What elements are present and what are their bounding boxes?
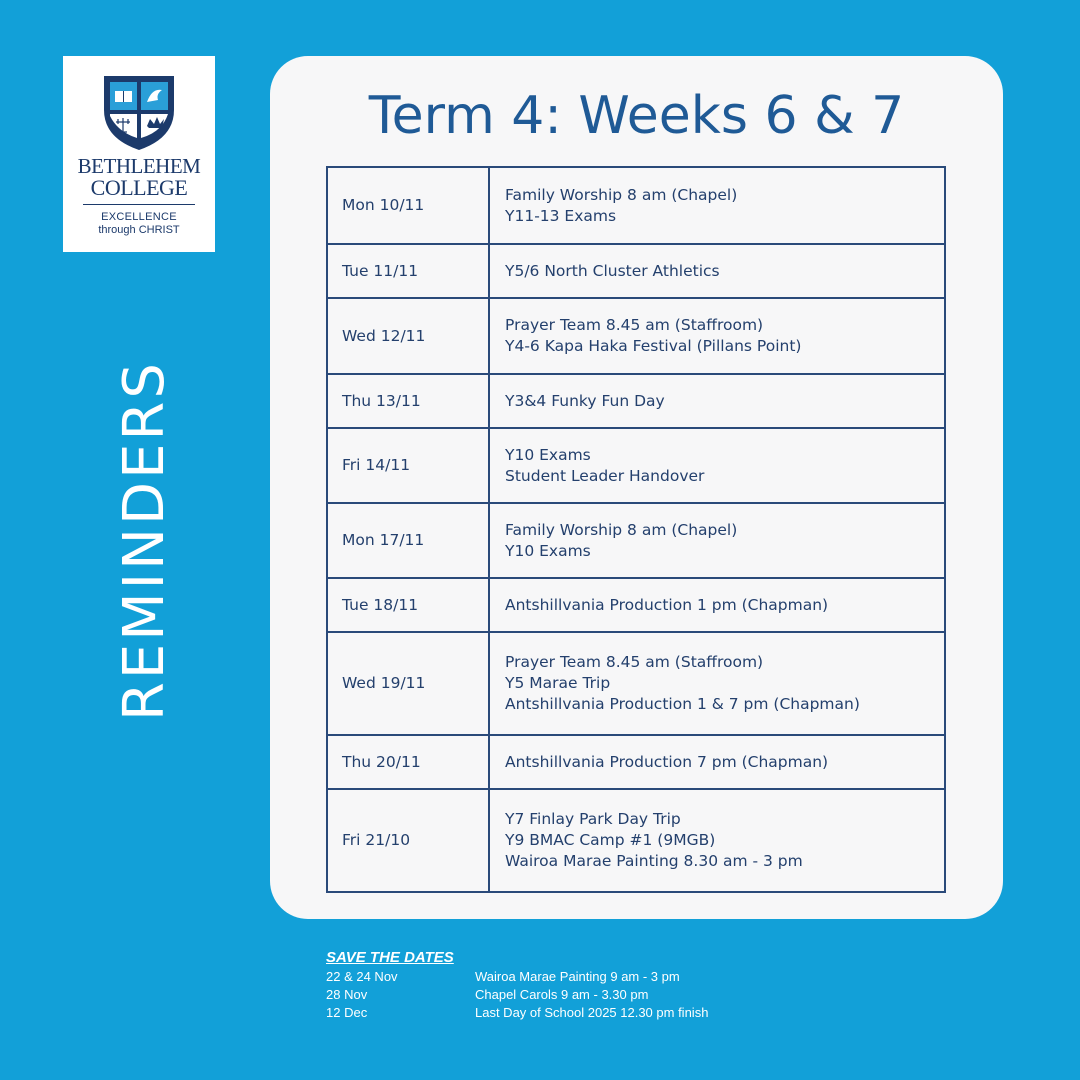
logo-divider <box>83 204 195 205</box>
table-row <box>327 578 945 632</box>
logo-tagline-line2: through CHRIST <box>98 224 180 236</box>
day-cell: Thu 13/11 <box>327 374 489 428</box>
events-cell <box>489 578 945 632</box>
event-item: Y5/6 North Cluster Athletics <box>505 261 720 280</box>
day-cell: Fri 21/10 <box>327 789 489 892</box>
event-item: Student Leader Handover <box>505 466 705 485</box>
table-row <box>327 789 945 892</box>
save-date: 22 & 24 Nov <box>326 969 398 984</box>
event-item: Family Worship 8 am (Chapel) <box>505 520 738 539</box>
table-row <box>327 167 945 244</box>
day-cell: Tue 18/11 <box>327 578 489 632</box>
event-item: Y11-13 Exams <box>505 206 617 225</box>
save-the-dates-heading: SAVE THE DATES <box>326 949 454 966</box>
schedule-table <box>326 166 946 893</box>
day-cell: Wed 12/11 <box>327 298 489 374</box>
save-event: Chapel Carols 9 am - 3.30 pm <box>475 987 649 1002</box>
event-item: Y5 Marae Trip <box>505 674 611 692</box>
day-cell: Mon 17/11 <box>327 503 489 578</box>
reminders-title-wrap <box>64 345 224 735</box>
college-logo <box>63 56 215 252</box>
table-row <box>327 244 945 298</box>
logo-name-line2: COLLEGE <box>90 175 188 200</box>
events-cell <box>489 789 945 892</box>
save-event: Wairoa Marae Painting 9 am - 3 pm <box>475 969 680 984</box>
event-item: Family Worship 8 am (Chapel) <box>505 185 738 204</box>
event-item: Y10 Exams <box>505 541 591 560</box>
day-cell: Wed 19/11 <box>327 632 489 735</box>
event-item: Y7 Finlay Park Day Trip <box>505 810 681 828</box>
events-cell <box>489 374 945 428</box>
table-row <box>327 374 945 428</box>
event-item: Prayer Team 8.45 am (Staffroom) <box>505 653 764 671</box>
table-row <box>327 735 945 789</box>
crest-icon <box>100 72 178 152</box>
events-cell <box>489 167 945 244</box>
table-row <box>327 503 945 578</box>
table-row <box>327 632 945 735</box>
list-item <box>326 1004 708 1022</box>
day-cell: Thu 20/11 <box>327 735 489 789</box>
event-item: Antshillvania Production 1 pm (Chapman) <box>505 595 829 614</box>
event-item: Y4-6 Kapa Haka Festival (Pillans Point) <box>505 337 802 355</box>
event-item: Y3&4 Funky Fun Day <box>505 391 665 410</box>
events-cell <box>489 632 945 735</box>
event-item: Antshillvania Production 7 pm (Chapman) <box>505 752 829 771</box>
save-event: Last Day of School 2025 12.30 pm finish <box>475 1005 709 1020</box>
events-cell <box>489 298 945 374</box>
table-row <box>327 428 945 503</box>
list-item <box>326 986 708 1004</box>
event-item: Wairoa Marae Painting 8.30 am - 3 pm <box>505 852 803 870</box>
reminders-title: REMINDERS <box>111 359 177 721</box>
table-row <box>327 298 945 374</box>
events-cell <box>489 244 945 298</box>
day-cell: Tue 11/11 <box>327 244 489 298</box>
day-cell: Fri 14/11 <box>327 428 489 503</box>
day-cell: Mon 10/11 <box>327 167 489 244</box>
event-item: Prayer Team 8.45 am (Staffroom) <box>505 316 764 334</box>
save-the-dates <box>326 949 708 1022</box>
save-the-dates-list <box>326 968 708 1022</box>
events-cell <box>489 503 945 578</box>
event-item: Y9 BMAC Camp #1 (9MGB) <box>505 831 716 849</box>
event-item: Y10 Exams <box>505 445 591 464</box>
save-date: 28 Nov <box>326 987 368 1002</box>
logo-name-line1: BETHLEHEM <box>77 154 201 178</box>
event-item: Antshillvania Production 1 & 7 pm (Chapman) <box>505 695 860 713</box>
schedule-title: Term 4: Weeks 6 & 7 <box>368 86 905 146</box>
save-date: 12 Dec <box>326 1005 368 1020</box>
events-cell <box>489 735 945 789</box>
events-cell <box>489 428 945 503</box>
list-item <box>326 968 708 986</box>
schedule-card <box>270 56 1003 919</box>
logo-tagline-line1: EXCELLENCE <box>101 211 177 223</box>
